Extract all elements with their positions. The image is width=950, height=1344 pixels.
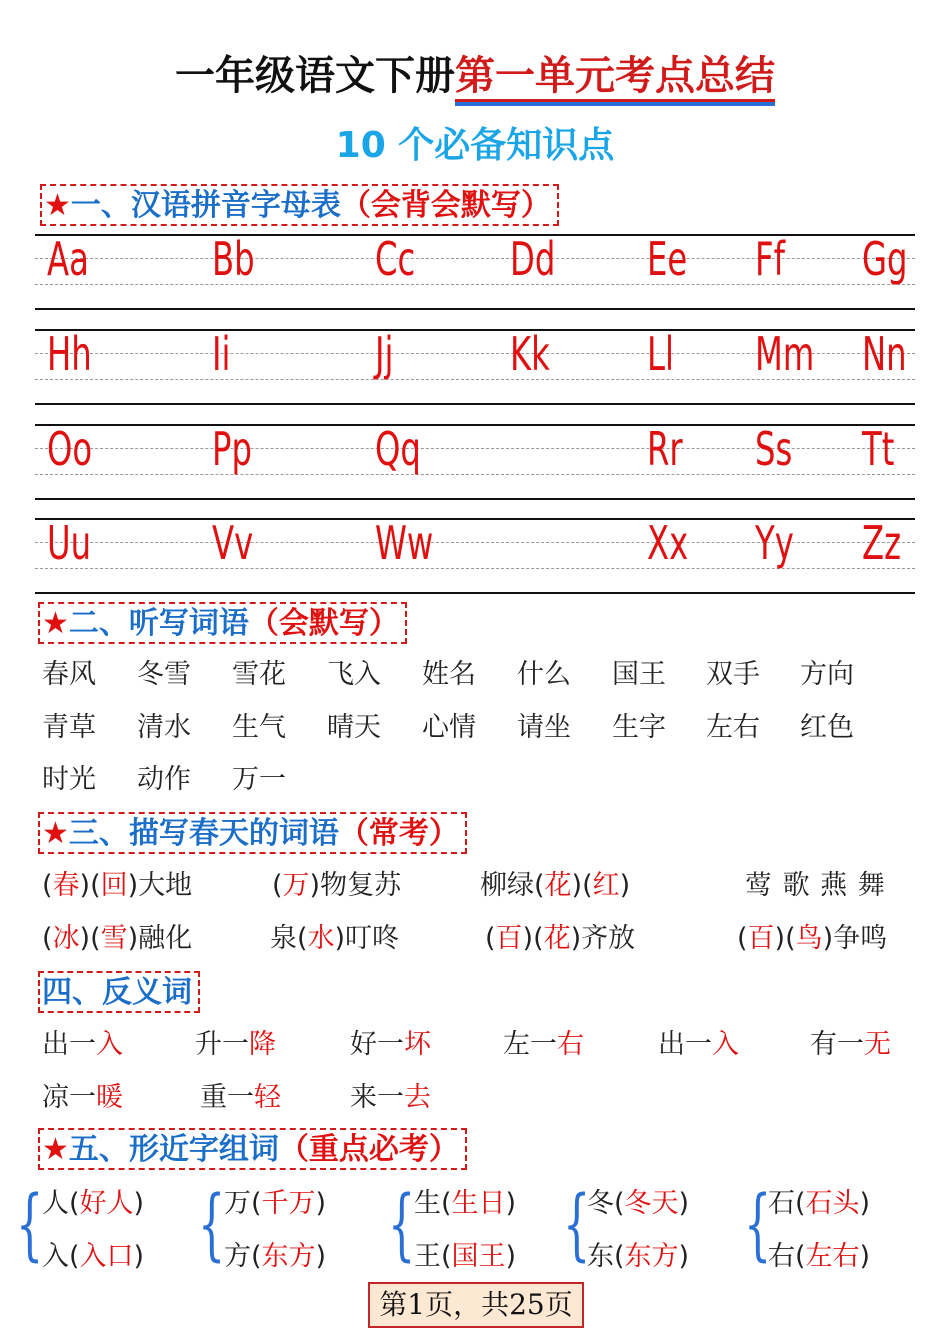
phrase-text: )齐放: [570, 923, 636, 954]
answer-character: 万: [282, 870, 310, 901]
alphabet-letter-pair: Dd: [510, 232, 556, 286]
answer-character: 冰: [52, 923, 80, 954]
section-2-heading: [38, 602, 407, 644]
base-character: 入(: [42, 1241, 80, 1272]
phrase-text: )(: [571, 870, 593, 901]
phrase-text: (: [42, 870, 53, 901]
section-3-heading: [38, 812, 467, 854]
formed-word: 好人: [79, 1188, 134, 1219]
dictation-word: 晴天: [327, 712, 381, 743]
dictation-word: 方向: [800, 659, 854, 690]
star-icon: ★: [42, 816, 69, 851]
section-4-heading: [38, 971, 200, 1013]
star-icon: ★: [42, 1132, 69, 1167]
dictation-word: 时光: [42, 764, 96, 795]
dictation-word: 请坐: [517, 712, 571, 743]
alphabet-letter-pair: Tt: [862, 422, 895, 476]
section-1-note: （会背会默写）: [340, 188, 551, 223]
phrase-text: )物复苏: [309, 870, 402, 901]
spring-phrase: [480, 868, 630, 904]
alphabet-letter-pair: Jj: [375, 327, 394, 381]
dictation-word: 生气: [232, 712, 286, 743]
section-3-note: （常考）: [338, 816, 459, 851]
dictation-word: 心情: [422, 712, 476, 743]
dictation-word: 万一: [232, 764, 286, 795]
spring-phrase: [272, 868, 401, 904]
section-2-note: （会默写）: [248, 606, 399, 641]
title-part2: 第一单元考点总结: [455, 53, 775, 102]
antonym-answer: 降: [249, 1029, 276, 1060]
star-icon: ★: [44, 188, 71, 223]
dictation-word: 雪花: [232, 659, 286, 690]
antonym-word: 出一: [658, 1029, 712, 1060]
alphabet-letter-pair: Pp: [212, 422, 252, 476]
formed-word: 入口: [79, 1241, 134, 1272]
base-character: 东(: [587, 1241, 625, 1272]
antonym-pair: [42, 1027, 123, 1063]
phrase-text: )(: [774, 923, 796, 954]
antonym-answer: 无: [864, 1029, 891, 1060]
closing-paren: ): [678, 1241, 690, 1272]
antonym-word: 升一: [195, 1029, 249, 1060]
star-icon: ★: [42, 606, 69, 641]
brace-icon: {: [198, 1180, 226, 1270]
formed-word: 东方: [261, 1241, 316, 1272]
antonym-word: 重一: [200, 1082, 254, 1113]
alphabet-letter-pair: Nn: [862, 327, 907, 381]
antonym-pair: [810, 1027, 891, 1063]
similar-character-entry: [768, 1186, 870, 1222]
dictation-word: 生字: [612, 712, 666, 743]
alphabet-letter-pair: Qq: [375, 422, 421, 476]
antonym-pair: [200, 1080, 281, 1116]
dictation-word: 左右: [706, 712, 760, 743]
answer-character: 百: [747, 923, 775, 954]
antonym-word: 好一: [350, 1029, 404, 1060]
antonym-answer: 坏: [404, 1029, 431, 1060]
pinyin-writing-row: [35, 518, 915, 594]
closing-paren: ): [505, 1241, 517, 1272]
alphabet-letter-pair: Mm: [755, 327, 815, 381]
brace-icon: {: [744, 1180, 772, 1270]
formed-word: 冬天: [624, 1188, 679, 1219]
answer-character: 花: [544, 870, 572, 901]
base-character: 方(: [224, 1241, 262, 1272]
dictation-word: 红色: [800, 712, 854, 743]
antonym-answer: 入: [96, 1029, 123, 1060]
alphabet-letter-pair: Kk: [510, 327, 550, 381]
antonym-word: 凉一: [42, 1082, 96, 1113]
phrase-text: )大地: [127, 870, 193, 901]
base-character: 石(: [768, 1188, 806, 1219]
answer-character: 水: [307, 923, 335, 954]
antonym-answer: 轻: [254, 1082, 281, 1113]
title-part1: 一年级语文下册: [175, 53, 455, 99]
spring-phrase: [42, 921, 192, 957]
dictation-word: 国王: [612, 659, 666, 690]
phrase-text: )(: [79, 923, 101, 954]
dictation-word: 清水: [137, 712, 191, 743]
spring-phrase: [745, 868, 886, 904]
alphabet-letter-pair: Ee: [647, 232, 688, 286]
similar-character-entry: [768, 1239, 870, 1275]
similar-character-entry: [414, 1239, 516, 1275]
phrase-text: (: [42, 923, 53, 954]
dictation-word: 动作: [137, 764, 191, 795]
pinyin-writing-row: [35, 424, 915, 500]
formed-word: 国王: [451, 1241, 506, 1272]
antonym-answer: 暖: [96, 1082, 123, 1113]
phrase-text: (: [272, 870, 283, 901]
antonym-pair: [350, 1080, 431, 1116]
closing-paren: ): [315, 1241, 327, 1272]
phrase-text: 泉(: [270, 923, 308, 954]
phrase-text: )叮咚: [334, 923, 400, 954]
answer-character: 春: [52, 870, 80, 901]
alphabet-letter-pair: Hh: [47, 327, 92, 381]
similar-character-entry: [224, 1239, 326, 1275]
antonym-pair: [195, 1027, 276, 1063]
closing-paren: ): [133, 1188, 145, 1219]
phrase-text: )(: [79, 870, 101, 901]
base-character: 王(: [414, 1241, 452, 1272]
alphabet-letter-pair: Ww: [375, 516, 434, 570]
dictation-word: 春风: [42, 659, 96, 690]
similar-character-entry: [224, 1186, 326, 1222]
phrase-text: ): [619, 870, 631, 901]
antonym-pair: [42, 1080, 123, 1116]
pinyin-writing-row: [35, 234, 915, 310]
antonym-word: 左一: [503, 1029, 557, 1060]
alphabet-letter-pair: Xx: [647, 516, 689, 570]
base-character: 万(: [224, 1188, 262, 1219]
similar-character-entry: [587, 1239, 689, 1275]
phrase-text: 莺 歌 燕 舞: [745, 870, 886, 901]
section-4-label: 四、反义词: [42, 975, 192, 1010]
answer-character: 红: [592, 870, 620, 901]
answer-character: 回: [100, 870, 128, 901]
base-character: 冬(: [587, 1188, 625, 1219]
similar-character-entry: [587, 1186, 689, 1222]
dictation-word: 双手: [706, 659, 760, 690]
spring-phrase: [42, 868, 192, 904]
alphabet-letter-pair: Ll: [647, 327, 674, 381]
formed-word: 东方: [624, 1241, 679, 1272]
alphabet-letter-pair: Ss: [755, 422, 793, 476]
alphabet-letter-pair: Ff: [755, 232, 785, 286]
phrase-text: )融化: [127, 923, 193, 954]
spring-phrase: [485, 921, 635, 957]
formed-word: 石头: [805, 1188, 860, 1219]
formed-word: 左右: [805, 1241, 860, 1272]
section-5-label: 五、形近字组词: [68, 1132, 279, 1167]
alphabet-letter-pair: Uu: [47, 516, 92, 570]
section-5-heading: [38, 1128, 467, 1170]
phrase-text: (: [737, 923, 748, 954]
phrase-text: )(: [522, 923, 544, 954]
section-1-label: 一、汉语拼音字母表: [70, 188, 341, 223]
alphabet-letter-pair: Oo: [47, 422, 93, 476]
closing-paren: ): [859, 1241, 871, 1272]
similar-character-entry: [42, 1186, 144, 1222]
brace-icon: {: [563, 1180, 591, 1270]
dictation-word: 姓名: [422, 659, 476, 690]
closing-paren: ): [315, 1188, 327, 1219]
antonym-pair: [350, 1027, 431, 1063]
base-character: 生(: [414, 1188, 452, 1219]
dictation-word: 什么: [517, 659, 571, 690]
closing-paren: ): [859, 1188, 871, 1219]
antonym-word: 来一: [350, 1082, 404, 1113]
formed-word: 千万: [261, 1188, 316, 1219]
alphabet-letter-pair: Bb: [212, 232, 255, 286]
closing-paren: ): [505, 1188, 517, 1219]
spring-phrase: [270, 921, 399, 957]
antonym-word: 有一: [810, 1029, 864, 1060]
antonym-answer: 右: [557, 1029, 584, 1060]
alphabet-letter-pair: Aa: [47, 232, 89, 286]
formed-word: 生日: [451, 1188, 506, 1219]
antonym-pair: [503, 1027, 584, 1063]
phrase-text: 柳绿(: [480, 870, 545, 901]
section-1-heading: [40, 184, 559, 226]
antonym-pair: [658, 1027, 739, 1063]
phrase-text: )争鸣: [822, 923, 888, 954]
answer-character: 鸟: [795, 923, 823, 954]
alphabet-letter-pair: Zz: [862, 516, 902, 570]
alphabet-letter-pair: Vv: [212, 516, 254, 570]
answer-character: 百: [495, 923, 523, 954]
answer-character: 花: [543, 923, 571, 954]
section-3-label: 三、描写春天的词语: [68, 816, 339, 851]
dictation-word: 青草: [42, 712, 96, 743]
pinyin-writing-row: [35, 329, 915, 405]
closing-paren: ): [678, 1188, 690, 1219]
base-character: 人(: [42, 1188, 80, 1219]
page-number-badge: 第1页，共25页: [368, 1282, 584, 1328]
page-subtitle: 10 个必备知识点: [335, 125, 615, 166]
page-title: [0, 48, 950, 104]
base-character: 右(: [768, 1241, 806, 1272]
section-2-label: 二、听写词语: [68, 606, 249, 641]
section-5-note: （重点必考）: [278, 1132, 459, 1167]
alphabet-letter-pair: Rr: [647, 422, 683, 476]
dictation-word: 冬雪: [137, 659, 191, 690]
alphabet-letter-pair: Ii: [212, 327, 231, 381]
dictation-word: 飞入: [327, 659, 381, 690]
antonym-word: 出一: [42, 1029, 96, 1060]
similar-character-entry: [414, 1186, 516, 1222]
closing-paren: ): [133, 1241, 145, 1272]
similar-character-entry: [42, 1239, 144, 1275]
antonym-answer: 去: [404, 1082, 431, 1113]
alphabet-letter-pair: Yy: [755, 516, 794, 570]
phrase-text: (: [485, 923, 496, 954]
alphabet-letter-pair: Gg: [862, 232, 908, 286]
alphabet-letter-pair: Cc: [375, 232, 416, 286]
brace-icon: {: [388, 1180, 416, 1270]
spring-phrase: [737, 921, 887, 957]
antonym-answer: 入: [712, 1029, 739, 1060]
answer-character: 雪: [100, 923, 128, 954]
brace-icon: {: [16, 1180, 44, 1270]
